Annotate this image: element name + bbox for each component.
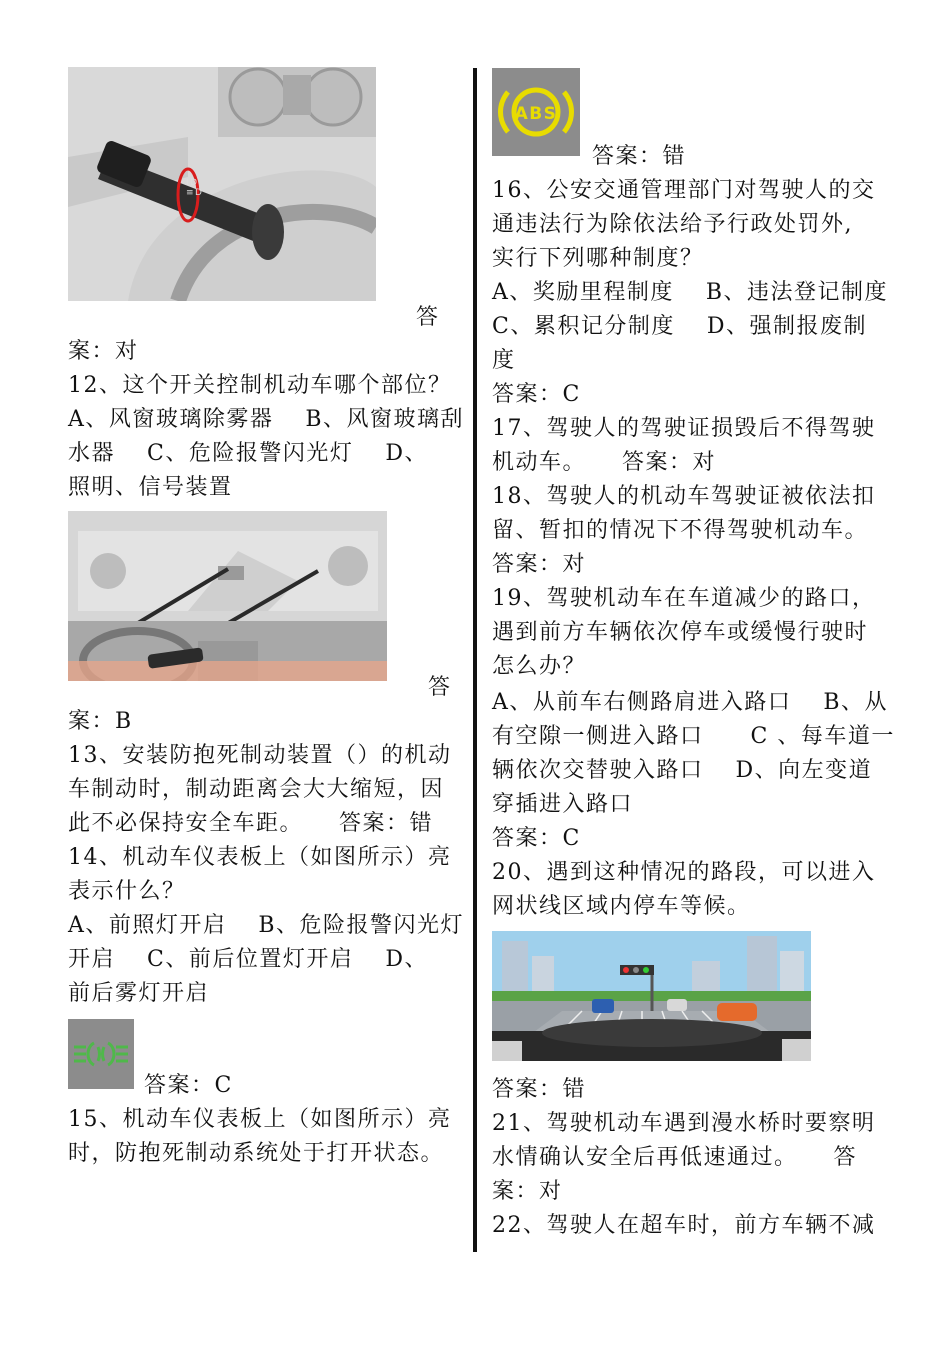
question-19-line: 遇到前方车辆依次停车或缓慢行驶时	[492, 620, 869, 645]
question-21-line: 21、驾驶机动车遇到漫水桥时要察明	[492, 1111, 876, 1136]
question-13-line: 车制动时，制动距离会大大缩短，因	[68, 777, 445, 802]
question-19-line: 有空隙一侧进入路口 C 、每车道一	[492, 724, 895, 749]
windshield-wiper-image	[68, 511, 387, 681]
question-18-line: 18、驾驶人的机动车驾驶证被依法扣	[492, 484, 876, 509]
question-19-line: 辆依次交替驶入路口 D、向左变道	[492, 758, 873, 783]
answer-12-tail: 答	[428, 675, 452, 700]
fog-light-icon	[68, 1019, 134, 1089]
answer-14: 答案：C	[144, 1073, 233, 1098]
svg-text:≡D: ≡D	[186, 188, 204, 198]
question-14-line: 前后雾灯开启	[68, 981, 210, 1006]
question-16-line: 通违法行为除依法给予行政处罚外,	[492, 212, 853, 237]
question-14-line: 开启 C、前后位置灯开启 D、	[68, 947, 428, 972]
question-16-line: C、累积记分制度 D、强制报废制	[492, 314, 867, 339]
answer-18: 答案：对	[492, 552, 587, 577]
question-20-line: 20、遇到这种情况的路段，可以进入	[492, 860, 876, 885]
question-19-line: A、从前车右侧路肩进入路口 B、从	[492, 690, 889, 715]
question-16-line: 实行下列哪种制度？	[492, 246, 704, 271]
answer-15: 答案：错	[592, 144, 687, 169]
question-13-line: 此不必保持安全车距。 答案：错	[68, 811, 434, 836]
question-14-line: 14、机动车仪表板上（如图所示）亮	[68, 845, 452, 870]
turn-signal-stalk-image	[68, 67, 376, 301]
question-17-line: 17、驾驶人的驾驶证损毁后不得驾驶	[492, 416, 876, 441]
question-15-line: 时，防抱死制动系统处于打开状态。	[68, 1141, 445, 1166]
answer-11-tail: 答	[416, 305, 440, 330]
answer-11-head: 案：对	[68, 339, 139, 364]
question-14-line: 表示什么？	[68, 879, 186, 904]
svg-text:ID: ID	[186, 178, 199, 188]
answer-16: 答案：C	[492, 382, 581, 407]
abs-warning-icon	[492, 68, 580, 156]
question-19-line: 19、驾驶机动车在车道减少的路口，	[492, 586, 876, 611]
intersection-scene-image	[492, 931, 811, 1061]
question-12-line: 照明、信号装置	[68, 475, 233, 500]
question-13-line: 13、安装防抱死制动装置（）的机动	[68, 743, 452, 768]
answer-19: 答案：C	[492, 826, 581, 851]
question-19-line: 怎么办？	[492, 654, 587, 679]
question-21-line: 案：对	[492, 1179, 563, 1204]
question-14-line: A、前照灯开启 B、危险报警闪光灯	[68, 913, 465, 938]
question-16-line: A、奖励里程制度 B、违法登记制度	[492, 280, 889, 305]
question-15-line: 15、机动车仪表板上（如图所示）亮	[68, 1107, 452, 1132]
question-21-line: 水情确认安全后再低速通过。 答	[492, 1145, 858, 1170]
question-12-line: A、风窗玻璃除雾器 B、风窗玻璃刮	[68, 407, 465, 432]
answer-12-head: 案：B	[68, 709, 133, 734]
question-19-line: 穿插进入路口	[492, 792, 634, 817]
abs-icon-label: ABS	[514, 104, 558, 124]
question-12-line: 水器 C、危险报警闪光灯 D、	[68, 441, 428, 466]
question-18-line: 留、暂扣的情况下不得驾驶机动车。	[492, 518, 869, 543]
question-16-line: 16、公安交通管理部门对驾驶人的交	[492, 178, 876, 203]
question-12-line: 12、这个开关控制机动车哪个部位？	[68, 373, 452, 398]
question-20-line: 网状线区域内停车等候。	[492, 894, 751, 919]
question-16-line: 度	[492, 348, 516, 373]
question-22-line: 22、驾驶人在超车时，前方车辆不减	[492, 1213, 876, 1238]
answer-20: 答案：错	[492, 1077, 587, 1102]
question-17-line: 机动车。 答案：对	[492, 450, 717, 475]
column-divider	[473, 68, 477, 1252]
